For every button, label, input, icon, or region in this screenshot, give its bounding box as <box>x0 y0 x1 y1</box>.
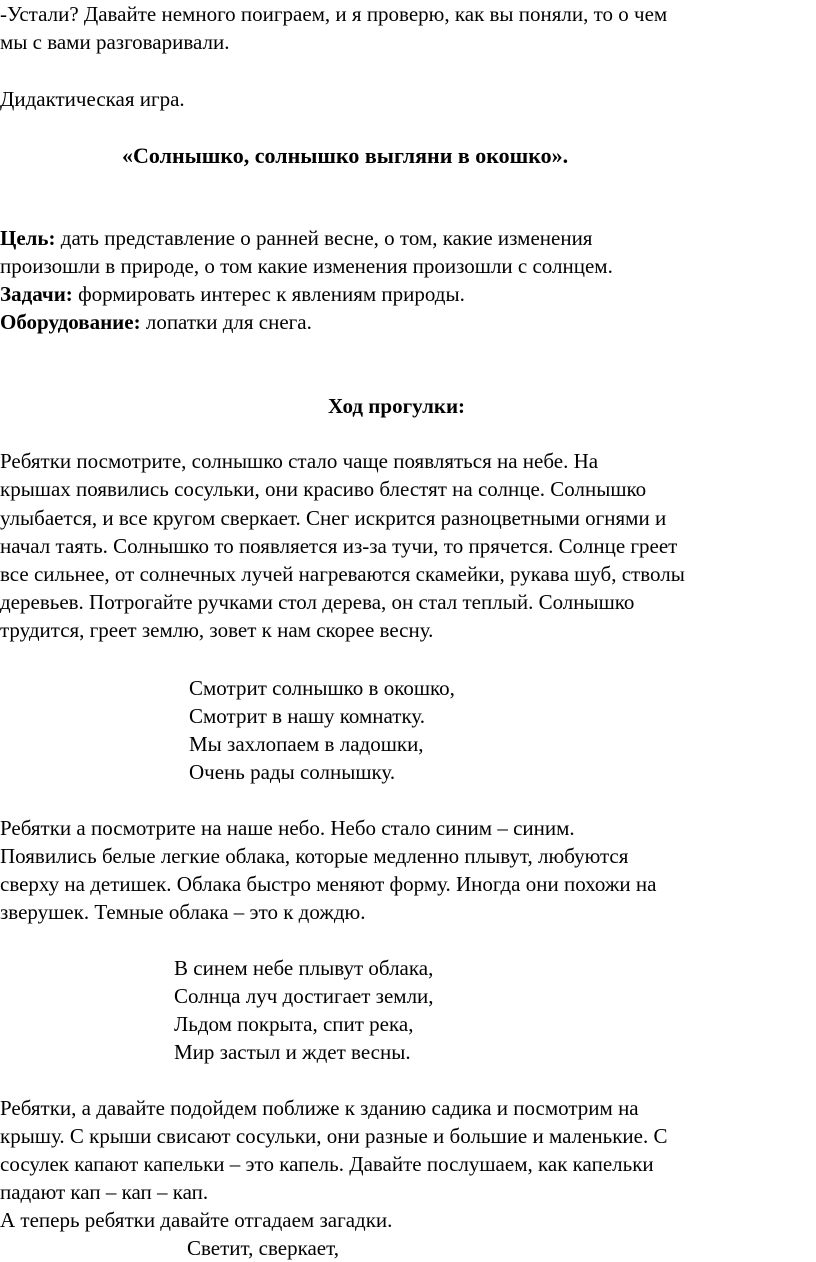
game-title: «Солнышко, солнышко выгляни в окошко». <box>122 143 569 168</box>
paragraph1-line: все сильнее, от солнечных лучей нагреваются скамейки, рукава шуб, стволы <box>0 562 685 586</box>
equipment-line <box>0 309 312 336</box>
paragraph3-line: А теперь ребятки давайте отгадаем загадки. <box>0 1208 393 1232</box>
paragraph2-line: зверушек. Темные облака – это к дождю. <box>0 900 366 924</box>
game-type: Дидактическая игра. <box>0 87 185 111</box>
paragraph3-line: крышу. С крыши свисают сосульки, они разные и большие и маленькие. С <box>0 1124 668 1148</box>
paragraph3-line: падают кап – кап – кап. <box>0 1180 209 1204</box>
equipment-label: Оборудование: <box>0 310 141 334</box>
paragraph3-line: Ребятки, а давайте подойдем поближе к зданию садика и посмотрим на <box>0 1096 639 1120</box>
walk-heading: Ход прогулки: <box>328 394 466 418</box>
poem2-line: Мир застыл и ждет весны. <box>174 1040 411 1064</box>
poem2-line: Льдом покрыта, спит река, <box>174 1012 414 1036</box>
goal-line-1 <box>0 225 592 252</box>
poem1-line: Очень рады солнышку. <box>189 760 396 784</box>
goal-label: Цель: <box>0 226 56 250</box>
tasks-line <box>0 281 465 308</box>
intro-line-2: мы с вами разговаривали. <box>0 30 230 54</box>
poem1-line: Смотрит солнышко в окошко, <box>189 676 455 700</box>
poem2-line: В синем небе плывут облака, <box>174 956 434 980</box>
paragraph2-line: Появились белые легкие облака, которые медленно плывут, любуются <box>0 844 629 868</box>
goal-text-1: дать представление о ранней весне, о том, какие изменения <box>55 226 593 250</box>
paragraph1-line: улыбается, и все кругом сверкает. Снег искрится разноцветными огнями и <box>0 506 667 530</box>
paragraph3-line: сосулек капают капельки – это капель. Давайте послушаем, как капельки <box>0 1152 654 1176</box>
poem1-line: Мы захлопаем в ладошки, <box>189 732 424 756</box>
paragraph1-line: деревьев. Потрогайте ручками стол дерева, он стал теплый. Солнышко <box>0 590 635 614</box>
paragraph2-line: Ребятки а посмотрите на наше небо. Небо стало синим – синим. <box>0 816 575 840</box>
paragraph1-line: трудится, греет землю, зовет к нам скорее весну. <box>0 618 434 642</box>
riddle-line: Светит, сверкает, <box>187 1236 339 1260</box>
equipment-text: лопатки для снега. <box>140 310 312 334</box>
poem1-line: Смотрит в нашу комнатку. <box>189 704 426 728</box>
paragraph1-line: Ребятки посмотрите, солнышко стало чаще появляться на небе. На <box>0 449 599 473</box>
tasks-label: Задачи: <box>0 282 73 306</box>
tasks-text: формировать интерес к явлениям природы. <box>72 282 465 306</box>
paragraph1-line: начал таять. Солнышко то появляется из-за тучи, то прячется. Солнце греет <box>0 534 678 558</box>
goal-line-2: произошли в природе, о том какие изменения произошли с солнцем. <box>0 254 613 278</box>
paragraph2-line: сверху на детишек. Облака быстро меняют форму. Иногда они похожи на <box>0 872 657 896</box>
intro-line-1: -Устали? Давайте немного поиграем, и я проверю, как вы поняли, то о чем <box>0 2 668 26</box>
poem2-line: Солнца луч достигает земли, <box>174 984 434 1008</box>
paragraph1-line: крышах появились сосульки, они красиво блестят на солнце. Солнышко <box>0 477 647 501</box>
